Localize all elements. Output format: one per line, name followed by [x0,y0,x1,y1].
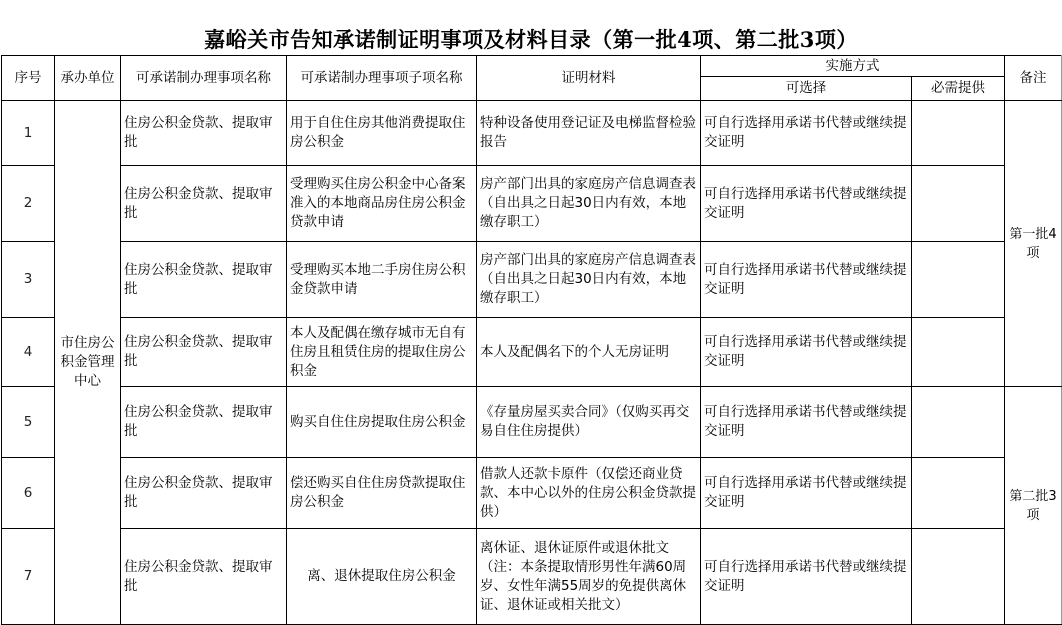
subitem-cell: 用于自住住房其他消费提取住房公积金 [287,101,477,166]
table-row [2,318,1062,387]
page-title: 嘉峪关市告知承诺制证明事项及材料目录（第一批4项、第二批3项） [204,27,858,52]
header-required: 必需提供 [912,77,1005,101]
optional-cell: 可自行选择用承诺书代替或继续提交证明 [701,529,912,625]
row-number: 6 [2,458,55,529]
header-subitem: 可承诺制办理事项子项名称 [287,56,477,101]
remark-batch2: 第二批3项 [1005,387,1062,625]
material-cell: 离休证、退休证原件或退休批文（注：本条提取情形男性年满60周岁、女性年满55周岁的免提供离休证、退休证或相关批文） [477,529,701,625]
table-row [2,458,1062,529]
subitem-cell: 离、退休提取住房公积金 [287,529,477,625]
subitem-cell: 受理购买本地二手房住房公积金贷款申请 [287,242,477,318]
required-cell [912,318,1005,387]
item-cell: 住房公积金贷款、提取审批 [121,458,287,529]
header-material: 证明材料 [477,56,701,101]
header-optional: 可选择 [701,77,912,101]
item-cell: 住房公积金贷款、提取审批 [121,318,287,387]
required-cell [912,387,1005,458]
optional-cell: 可自行选择用承诺书代替或继续提交证明 [701,387,912,458]
catalog-table [1,55,1062,625]
remark-batch1: 第一批4项 [1005,101,1062,387]
required-cell [912,242,1005,318]
table-row [2,166,1062,242]
row-number: 5 [2,387,55,458]
header-implementation: 实施方式 [701,56,1005,77]
table-row [2,529,1062,625]
optional-cell: 可自行选择用承诺书代替或继续提交证明 [701,318,912,387]
row-number: 1 [2,101,55,166]
material-cell: 借款人还款卡原件（仅偿还商业贷款、本中心以外的住房公积金贷款提供） [477,458,701,529]
optional-cell: 可自行选择用承诺书代替或继续提交证明 [701,458,912,529]
material-cell: 《存量房屋买卖合同》（仅购买再交易自住住房提供） [477,387,701,458]
required-cell [912,101,1005,166]
material-cell: 本人及配偶名下的个人无房证明 [477,318,701,387]
item-cell: 住房公积金贷款、提取审批 [121,387,287,458]
item-cell: 住房公积金贷款、提取审批 [121,529,287,625]
subitem-cell: 受理购买住房公积金中心备案准入的本地商品房住房公积金贷款申请 [287,166,477,242]
item-cell: 住房公积金贷款、提取审批 [121,242,287,318]
row-number: 4 [2,318,55,387]
material-cell: 房产部门出具的家庭房产信息调查表（自出具之日起30日内有效，本地缴存职工） [477,242,701,318]
table-row [2,101,1062,166]
item-cell: 住房公积金贷款、提取审批 [121,101,287,166]
table-row [2,242,1062,318]
header-remark: 备注 [1005,56,1062,101]
required-cell [912,458,1005,529]
table-row [2,387,1062,458]
unit-cell: 市住房公积金管理中心 [55,101,121,625]
row-number: 2 [2,166,55,242]
row-number: 3 [2,242,55,318]
required-cell [912,529,1005,625]
material-cell: 房产部门出具的家庭房产信息调查表（自出具之日起30日内有效，本地缴存职工） [477,166,701,242]
material-cell: 特种设备使用登记证及电梯监督检验报告 [477,101,701,166]
subitem-cell: 购买自住住房提取住房公积金 [287,387,477,458]
header-no: 序号 [2,56,55,101]
optional-cell: 可自行选择用承诺书代替或继续提交证明 [701,101,912,166]
row-number: 7 [2,529,55,625]
required-cell [912,166,1005,242]
optional-cell: 可自行选择用承诺书代替或继续提交证明 [701,242,912,318]
header-item: 可承诺制办理事项名称 [121,56,287,101]
subitem-cell: 本人及配偶在缴存城市无自有住房且租赁住房的提取住房公积金 [287,318,477,387]
optional-cell: 可自行选择用承诺书代替或继续提交证明 [701,166,912,242]
header-row-1 [2,56,1062,77]
subitem-cell: 偿还购买自住住房贷款提取住房公积金 [287,458,477,529]
header-unit: 承办单位 [55,56,121,101]
item-cell: 住房公积金贷款、提取审批 [121,166,287,242]
